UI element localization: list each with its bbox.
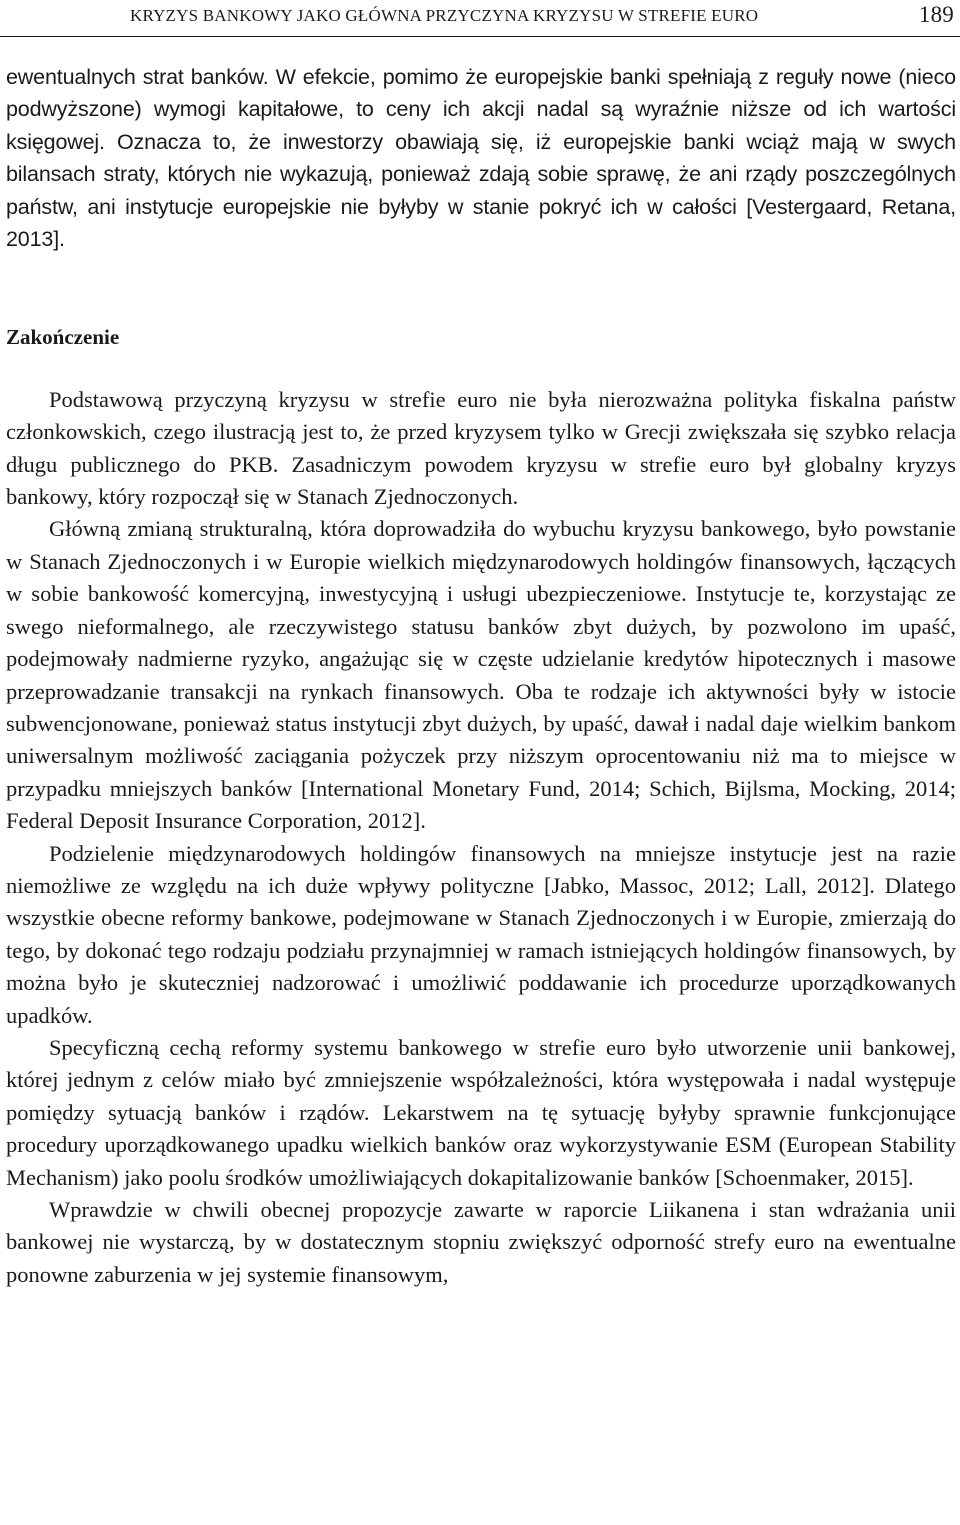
paragraph: Specyficzną cechą reformy systemu bankowego w strefie euro było utworzenie unii bankowej, której jednym z celów miało być zmniejszenie współzależności, która występowała i nadal występuje pomiędzy sytuacją banków i rządów. Lekarstwem na tę sytuację byłyby sprawnie funkcjonujące procedury uporządkowanego upadku wielkich banków oraz wykorzystywanie ESM (European Stability Mechanism) jako poolu środków umożliwiających dokapitalizowanie banków [Schoenmaker, 2015].	[6, 1034, 956, 1190]
section-spacer	[6, 255, 956, 321]
paragraph: Podstawową przyczyną kryzysu w strefie euro nie była nierozważna polityka fiskalna państw członkowskich, czego ilustracją jest to, że przed kryzysem tylko w Grecji zwiększała się szybko relacja długu publicznego do PKB. Zasadniczym powodem kryzysu w strefie euro był globalny kryzys bankowy, który rozpoczął się w Stanach Zjednoczonych.	[6, 386, 956, 510]
paragraph: Główną zmianą strukturalną, która doprowadziła do wybuchu kryzysu bankowego, było powstanie w Stanach Zjednoczonych i w Europie wielkich międzynarodowych holdingów finansowych, łączących w sobie bankowość komercyjną, inwestycyjną i usługi ubezpieczeniowe. Instytucje te, korzystając ze swego nieformalnego, ale rzeczywistego statusu banków zbyt dużych, by pozwolono im upaść, podejmowały nadmierne ryzyko, angażując się w częste udzielanie kredytów hipotecznych i masowe przeprowadzanie transakcji na rynkach finansowych. Oba te rodzaje ich aktywności były w istocie subwencjonowane, ponieważ status instytucji zbyt dużych, by upaść, dawał i nadal daje wielkim bankom uniwersalnym możliwość zaciągania pożyczek przy niższym oprocentowaniu niż ma to miejsce w przypadku mniejszych banków [International Monetary Fund, 2014; Schich, Bijlsma, Mocking, 2014; Federal Deposit Insurance Corporation, 2012].	[6, 516, 956, 834]
section-spacer	[6, 354, 956, 384]
running-header	[0, 0, 960, 37]
paragraph: Wprawdzie w chwili obecnej propozycje zawarte w raporcie Liikanena i stan wdrażania unii bankowej nie wystarczą, by w dostatecznym stopniu zwiększyć odporność strefy euro na ewentualne ponowne zaburzenia w jej systemie finansowym,	[6, 1197, 956, 1287]
page-number: 189	[918, 2, 954, 27]
section-heading: Zakończenie	[6, 325, 120, 350]
running-title: KRYZYS BANKOWY JAKO GŁÓWNA PRZYCZYNA KRYZYSU W STREFIE EURO	[130, 6, 759, 25]
intro-paragraph: ewentualnych strat banków. W efekcie, pomimo że europejskie banki spełniają z reguły nowe (nieco podwyższone) wymogi kapitałowe, to ceny ich akcji nadal są wyraźnie niższe od ich wartości księgowej. Oznacza to, że inwestorzy obawiają się, iż europejskie banki wciąż mają w swych bilansach straty, których nie wykazują, ponieważ zdają sobie sprawę, że ani rządy poszczególnych państw, ani instytucje europejskie nie byłyby w stanie pokryć ich w całości [Vestergaard, Retana, 2013].	[6, 65, 956, 252]
paragraph: Podzielenie międzynarodowych holdingów finansowych na mniejsze instytucje jest na razie niemożliwe ze względu na ich duże wpływy polityczne [Jabko, Massoc, 2012; Lall, 2012]. Dlatego wszystkie obecne reformy bankowe, podejmowane w Stanach Zjednoczonych i w Europie, zmierzają do tego, by dokonać tego rodzaju podziału przynajmniej w ramach istniejących holdingów finansowych, by można było je skuteczniej nadzorować i umożliwić poddawanie ich procedurze uporządkowanych upadków.	[6, 840, 956, 1028]
page-body	[6, 61, 956, 1291]
